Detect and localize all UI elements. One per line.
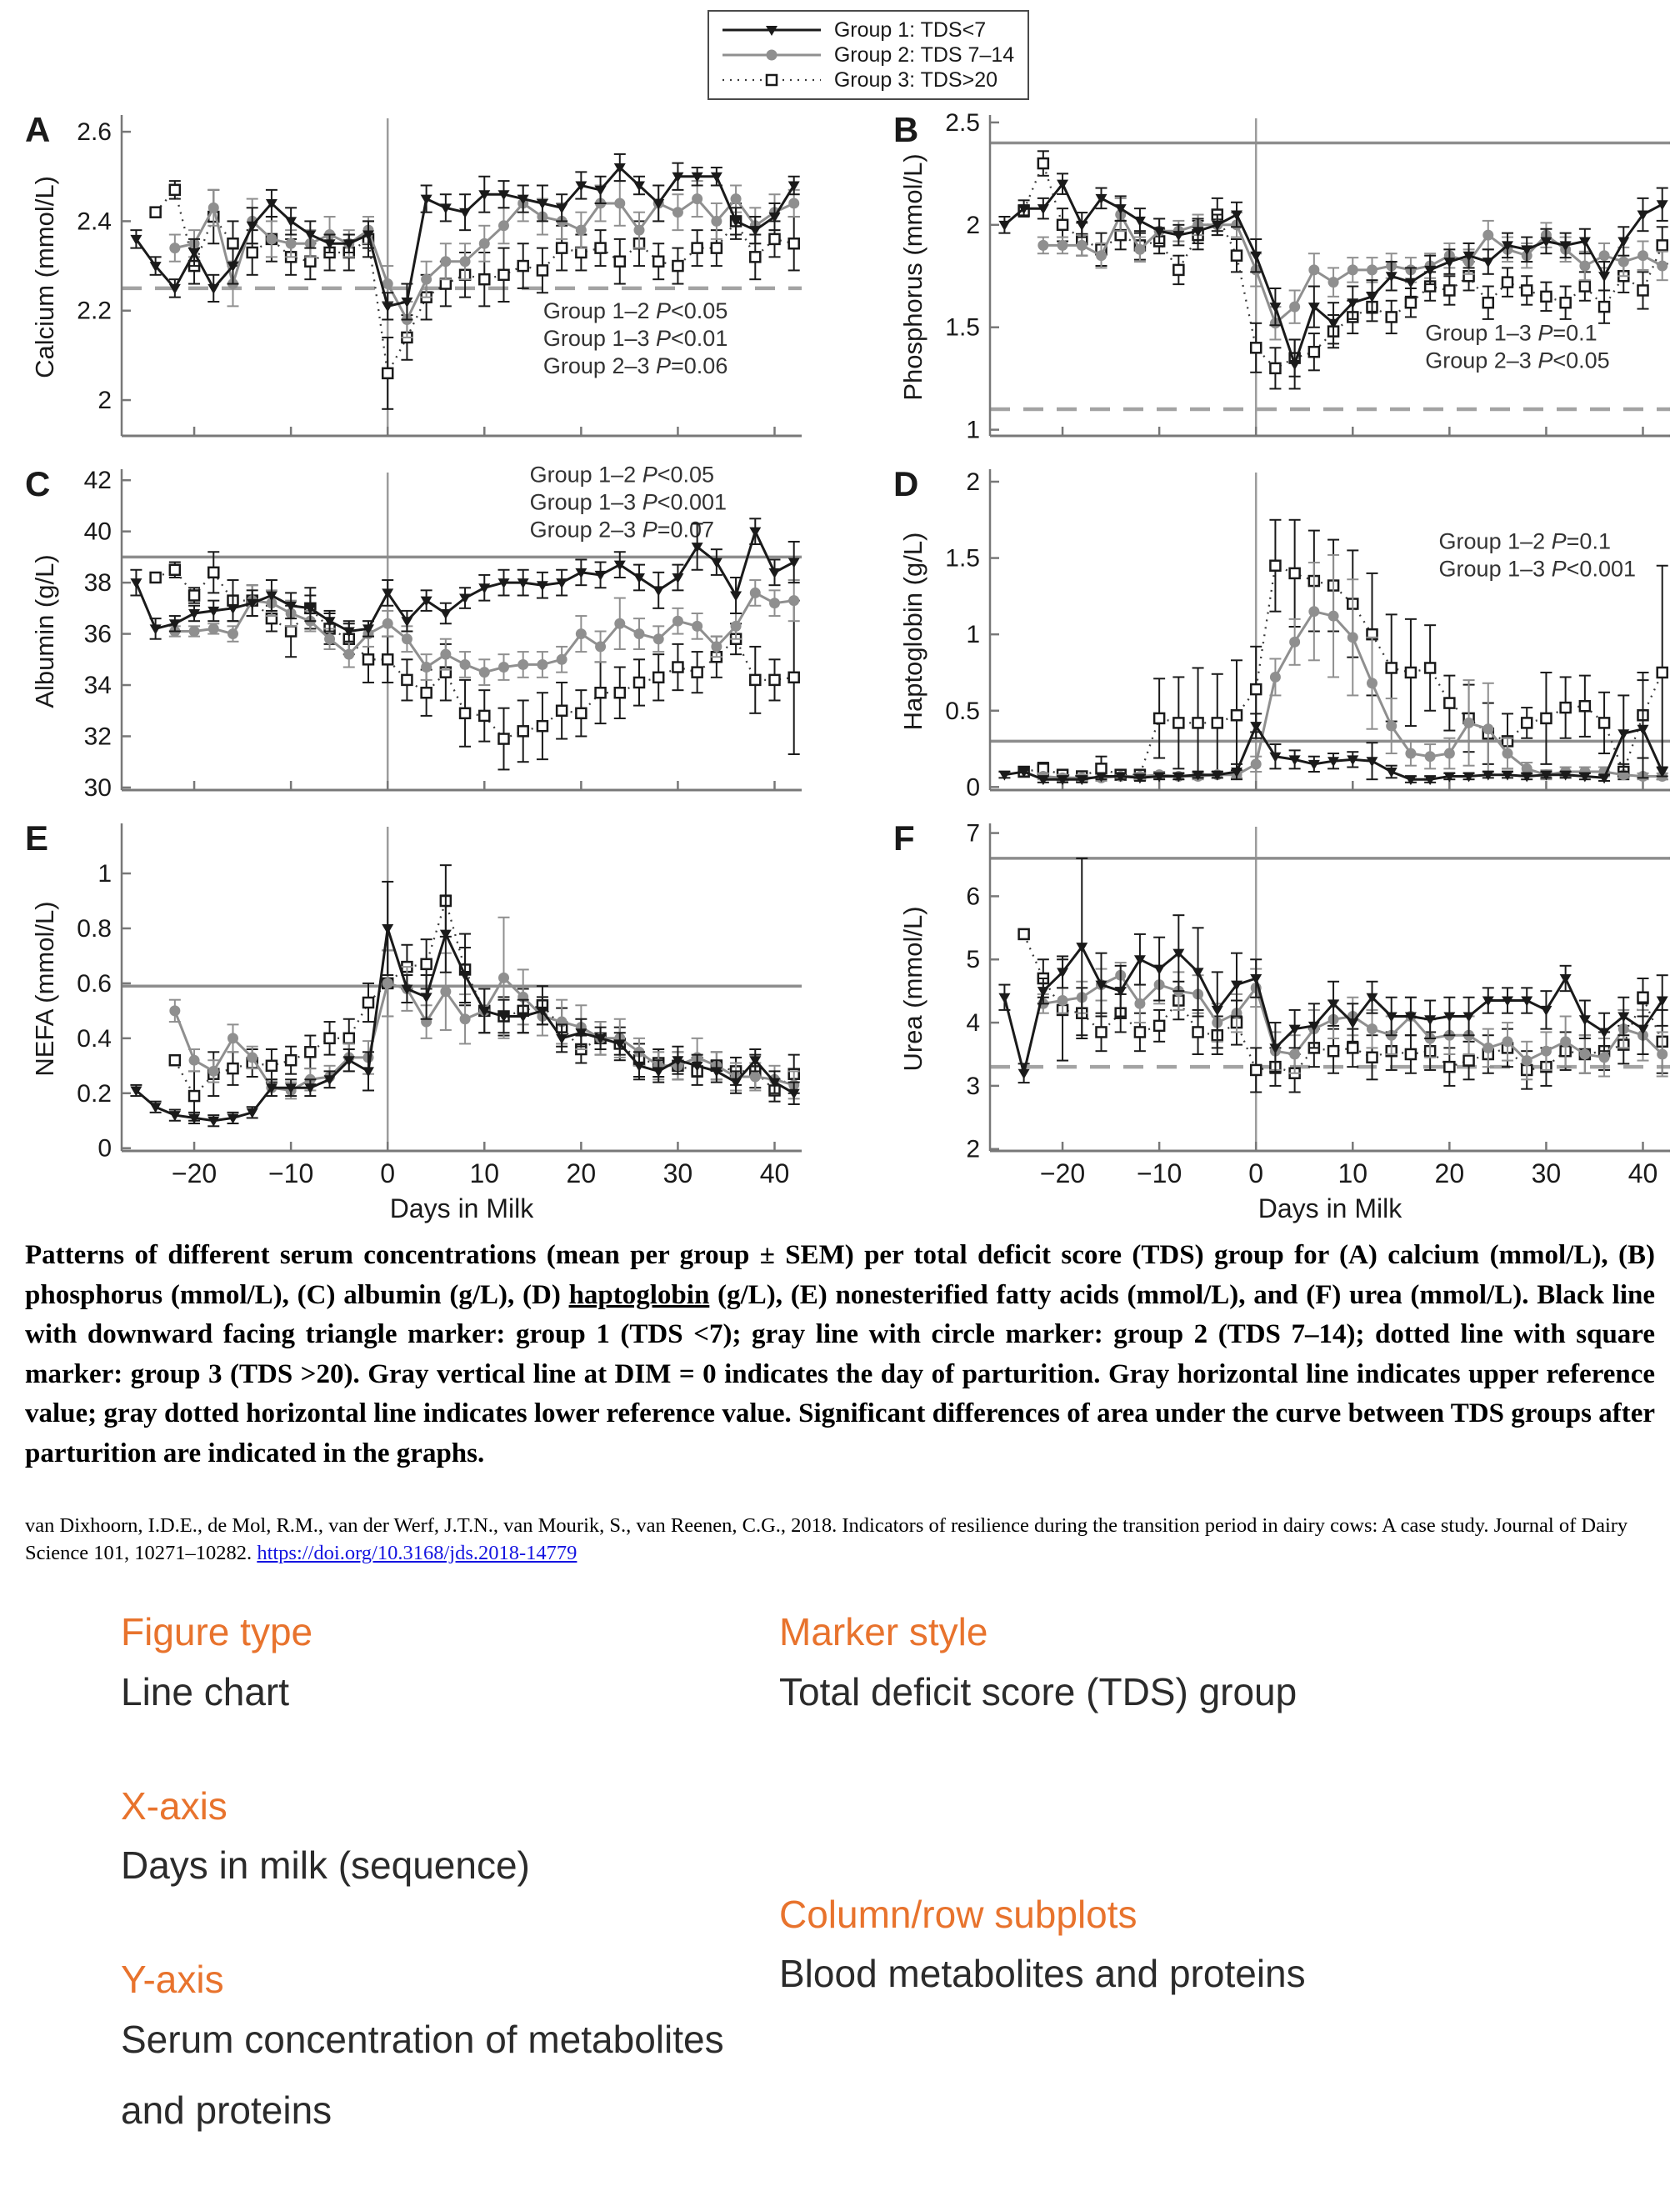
svg-text:42: 42 [83,467,112,495]
svg-text:30: 30 [1531,1158,1562,1188]
svg-text:0.5: 0.5 [945,697,980,725]
svg-text:Group 1–2 P<0.05: Group 1–2 P<0.05 [542,298,728,324]
svg-text:−10: −10 [1136,1158,1182,1188]
svg-text:20: 20 [1434,1158,1465,1188]
svg-text:2: 2 [966,1135,980,1163]
svg-text:1.5: 1.5 [945,313,980,342]
annotation-column-left [121,1608,779,2201]
figure-panels [0,103,1680,1224]
svg-text:Group 1–3 P<0.001: Group 1–3 P<0.001 [529,489,728,515]
legend-marker-group1-triangle-icon [718,19,826,41]
svg-text:Phosphorus (mmol/L): Phosphorus (mmol/L) [898,153,928,401]
svg-text:−10: −10 [268,1158,314,1188]
doi-link[interactable]: https://doi.org/10.3168/jds.2018-14779 [257,1542,578,1565]
meta-item-figure-type [121,1608,779,1728]
svg-text:0: 0 [966,773,980,802]
svg-text:0.4: 0.4 [77,1024,112,1053]
svg-text:−20: −20 [171,1158,218,1188]
svg-text:32: 32 [83,723,112,751]
caption-underlined-word: haptoglobin [568,1279,710,1310]
svg-text:0: 0 [1248,1158,1264,1188]
meta-label-x-axis: X-axis [121,1783,228,1828]
legend-item-group2 [718,43,1014,68]
svg-text:Days in Milk: Days in Milk [1258,1193,1402,1223]
svg-text:Group 1–3 P<0.01: Group 1–3 P<0.01 [542,326,728,352]
figure-legend [708,10,1029,100]
meta-item-marker-style [779,1608,1680,1728]
svg-text:Days in Milk: Days in Milk [389,1193,534,1223]
meta-label-marker-style: Marker style [779,1610,988,1654]
subplot-B-phosphorus [840,103,1680,458]
svg-text:3: 3 [966,1072,980,1100]
svg-text:2.4: 2.4 [77,208,112,236]
legend-item-group3 [718,68,1014,93]
meta-value-figure-type: Line chart [121,1669,290,1713]
citation-text: van Dixhoorn, I.D.E., de Mol, R.M., van der Werf, J.T.N., van Mourik, S., van Reenen, C.G., 2018. Indicators of resilience during the transition period in dairy cows: A case study. Journal of Dairy Science 101, 10271–10282. [25,1514,1628,1565]
svg-text:Haptoglobin (g/L): Haptoglobin (g/L) [898,532,928,731]
svg-text:2: 2 [966,211,980,239]
svg-text:0: 0 [98,1134,112,1163]
meta-item-subplots [779,1891,1680,2010]
svg-text:1: 1 [966,416,980,444]
svg-text:40: 40 [1628,1158,1658,1188]
svg-text:5: 5 [966,946,980,974]
svg-text:20: 20 [566,1158,597,1188]
svg-text:0.6: 0.6 [77,969,112,998]
svg-text:2.2: 2.2 [77,297,112,325]
meta-value-subplots: Blood metabolites and proteins [779,1952,1306,1996]
meta-label-y-axis: Y-axis [121,1958,224,2002]
meta-value-y-axis: Serum concentration of metabolites and proteins [121,2017,724,2132]
svg-text:7: 7 [966,819,980,848]
page [0,10,1680,2195]
svg-text:2: 2 [98,387,112,415]
svg-text:Group 2–3 P=0.06: Group 2–3 P=0.06 [542,353,728,379]
meta-item-y-axis [121,1956,779,2146]
svg-text:4: 4 [966,1009,980,1038]
svg-text:Albumin (g/L): Albumin (g/L) [30,554,59,708]
meta-value-marker-style: Total deficit score (TDS) group [779,1669,1298,1713]
subplot-F-urea [840,812,1680,1224]
svg-text:6: 6 [966,883,980,911]
legend-label-group1: Group 1: TDS<7 [833,18,987,42]
svg-text:A: A [25,110,51,149]
subplot-D-haptoglobin [840,458,1680,812]
svg-text:Group 2–3 P=0.07: Group 2–3 P=0.07 [529,517,715,543]
svg-text:−20: −20 [1039,1158,1086,1188]
svg-text:B: B [893,110,919,149]
svg-text:36: 36 [83,620,112,648]
svg-text:Group 1–2 P<0.05: Group 1–2 P<0.05 [529,462,715,488]
svg-text:E: E [25,818,49,858]
svg-text:38: 38 [83,569,112,598]
svg-text:34: 34 [83,672,112,700]
svg-text:0: 0 [380,1158,396,1188]
svg-text:D: D [893,464,919,503]
svg-text:1: 1 [966,621,980,649]
subplot-C-albumin [0,458,840,812]
subplot-E-nefa [0,812,840,1224]
svg-text:F: F [893,818,915,858]
meta-item-x-axis [121,1783,779,1902]
svg-text:Group 1–3 P<0.001: Group 1–3 P<0.001 [1438,556,1637,582]
svg-text:2.5: 2.5 [945,108,980,137]
svg-text:Urea (mmol/L): Urea (mmol/L) [898,906,928,1072]
svg-text:2: 2 [966,468,980,496]
legend-item-group1 [718,18,1014,43]
caption-text-1: Patterns of different serum concentrations (mean per group ± SEM) per total deficit score (TDS) group for (A) calcium (mmol/L), (B) phosphorus (mmol/L), (C) albumin (g/L), (D) [25,1240,1655,1310]
citation [25,1512,1655,1567]
figure-caption [25,1236,1655,1473]
svg-text:30: 30 [662,1158,693,1188]
svg-text:1: 1 [98,860,112,888]
svg-text:C: C [25,464,51,503]
meta-value-x-axis: Days in milk (sequence) [121,1843,530,1888]
legend-label-group3: Group 3: TDS>20 [833,68,998,92]
subplot-A-calcium [0,103,840,458]
svg-text:10: 10 [469,1158,500,1188]
svg-text:10: 10 [1338,1158,1368,1188]
meta-label-subplots: Column/row subplots [779,1892,1138,1936]
svg-text:1.5: 1.5 [945,544,980,573]
legend-marker-group2-circle-icon [718,44,826,66]
svg-text:Group 2–3 P<0.05: Group 2–3 P<0.05 [1425,348,1610,373]
svg-text:0.2: 0.2 [77,1079,112,1108]
caption-text-2: (g/L), (E) nonesterified fatty acids (mmol/L), and (F) urea (mmol/L). Black line with downward facing triangle marker: group 1 (TDS <7); gray line with circle marker: group 2 (TDS 7–14); dotted line with square marker: group 3 (TDS >20). Gray vertical line at DIM = 0 indicates the day of parturition. Gray horizontal line indicates upper reference value; gray dotted horizontal line indicates lower reference value. Significant differences of area under the curve between TDS groups after parturition are indicated in the graphs. [25,1279,1655,1468]
svg-text:2.6: 2.6 [77,118,112,147]
svg-text:30: 30 [83,773,112,802]
svg-text:Calcium (mmol/L): Calcium (mmol/L) [30,176,59,378]
svg-text:0.8: 0.8 [77,914,112,943]
annotation-column-right [779,1608,1680,2201]
meta-label-figure-type: Figure type [121,1610,313,1654]
legend-marker-group3-square-icon [718,69,826,91]
svg-text:40: 40 [759,1158,790,1188]
svg-text:Group 1–3 P=0.1: Group 1–3 P=0.1 [1425,320,1598,346]
annotation-panel [0,1608,1680,2201]
svg-text:40: 40 [83,518,112,546]
svg-text:Group 1–2 P=0.1: Group 1–2 P=0.1 [1438,528,1611,554]
svg-text:NEFA (mmol/L): NEFA (mmol/L) [30,901,59,1077]
legend-label-group2: Group 2: TDS 7–14 [833,43,1015,67]
